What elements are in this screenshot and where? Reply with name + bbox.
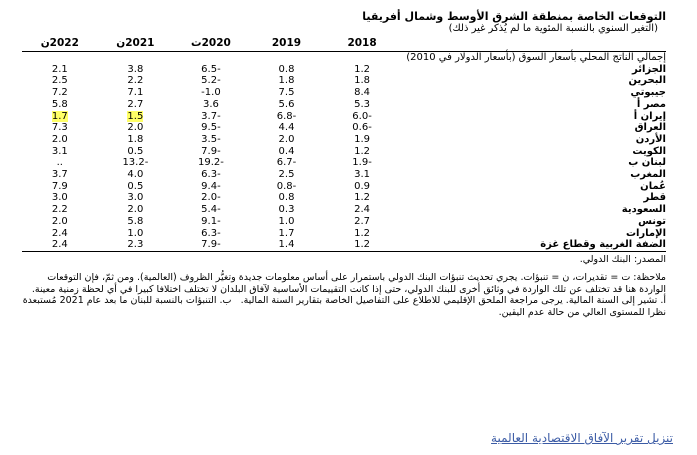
country-name: إيران أ — [633, 110, 666, 122]
value-cell: 0.8 — [278, 192, 295, 204]
table-row — [22, 216, 666, 228]
year-header: 2020ت — [173, 37, 249, 52]
value-cell: 1.7 — [278, 227, 295, 239]
value-cell: 1.8 — [354, 75, 371, 87]
country-name: العراق — [634, 122, 666, 134]
value-cell: 1.0 — [278, 215, 295, 227]
value-cell: -6.3 — [201, 169, 221, 181]
download-report-link[interactable]: تنزيل تقرير الآفاق الاقتصادية العالمية — [491, 431, 673, 445]
value-cell: 0.3 — [278, 204, 295, 216]
value-cell: 7.1 — [127, 87, 144, 99]
country-name: قطر — [643, 192, 666, 204]
value-cell: 5.8 — [127, 215, 144, 227]
value-cell: -7.9 — [173, 239, 249, 251]
forecast-table — [22, 37, 666, 252]
country-name: البحرين — [628, 75, 666, 87]
value-cell: 2.5 — [278, 169, 295, 181]
value-cell: 2.0 — [127, 204, 144, 216]
value-cell: -5.4 — [201, 204, 221, 216]
country-name: الإمارات — [625, 227, 666, 239]
value-cell: 0.5 — [127, 180, 144, 192]
value-cell: 5.6 — [278, 98, 295, 110]
table-row — [22, 111, 666, 123]
value-cell: 2.0 — [278, 133, 295, 145]
highlighted-value: 1.7 — [51, 110, 68, 122]
value-cell: 1.2 — [354, 192, 371, 204]
value-cell: 0.5 — [127, 145, 144, 157]
value-cell: -5.2 — [201, 75, 221, 87]
value-cell: 2.4 — [354, 204, 371, 216]
value-cell: 2.1 — [51, 63, 68, 75]
value-cell: -2.0 — [201, 192, 221, 204]
table-title: التوقعات الخاصة بمنطقة الشرق الأوسط وشمال أفريقيا — [362, 10, 666, 23]
table-row — [22, 157, 666, 169]
value-cell: 2.2 — [51, 204, 68, 216]
value-cell: 1.2 — [324, 239, 400, 251]
value-cell: 2.0 — [51, 133, 68, 145]
value-cell: -6.3 — [201, 227, 221, 239]
year-header: 2021ن — [98, 37, 174, 52]
table-row — [22, 192, 666, 204]
value-cell: 3.0 — [51, 192, 68, 204]
value-cell: 0.4 — [278, 145, 295, 157]
value-cell: 1.4 — [249, 239, 325, 251]
value-cell: 2.2 — [127, 75, 144, 87]
forecast-document — [22, 10, 666, 318]
highlighted-value: 1.5 — [127, 110, 144, 122]
header-blank — [400, 37, 666, 52]
table-row — [22, 146, 666, 158]
value-cell: -9.5 — [201, 122, 221, 134]
value-cell: 2.3 — [98, 239, 174, 251]
country-name: جيبوتي — [630, 87, 666, 99]
value-cell: -19.2 — [198, 157, 224, 169]
table-row — [22, 228, 666, 240]
value-cell: 4.0 — [127, 169, 144, 181]
value-cell: -9.1 — [201, 215, 221, 227]
value-cell: 7.2 — [51, 87, 68, 99]
table-row — [22, 239, 666, 251]
table-row — [22, 169, 666, 181]
source-note: المصدر: البنك الدولي. — [579, 253, 666, 265]
country-name: الكويت — [632, 145, 666, 157]
value-cell: 5.8 — [51, 98, 68, 110]
value-cell: 3.8 — [127, 63, 144, 75]
table-subtitle: (التغير السنوي بالنسبة المئوية ما لم يُذكر غير ذلك) — [448, 23, 658, 34]
value-cell: 8.4 — [354, 87, 371, 99]
table-row — [22, 75, 666, 87]
notes-block — [22, 254, 666, 319]
table-row — [22, 181, 666, 193]
value-cell: -3.7 — [201, 110, 221, 122]
value-cell: 7.3 — [51, 122, 68, 134]
country-name: مصر أ — [636, 98, 666, 110]
value-cell: 0.9 — [354, 180, 371, 192]
value-cell: 2.0 — [127, 122, 144, 134]
value-cell: -9.4 — [201, 180, 221, 192]
table-row — [22, 87, 666, 99]
value-cell: -6.8 — [276, 110, 297, 122]
country-name: السعودية — [621, 204, 666, 216]
value-cell: -13.2 — [122, 157, 149, 169]
value-cell: -0.8 — [276, 180, 297, 192]
value-cell: 3.0 — [127, 192, 144, 204]
value-cell: 3.6 — [202, 98, 219, 110]
country-name: تونس — [638, 215, 666, 227]
table-row — [22, 122, 666, 134]
value-cell: 7.5 — [278, 87, 295, 99]
value-cell: 3.1 — [354, 169, 371, 181]
value-cell: 1.0 — [127, 227, 144, 239]
value-cell: 2.0 — [51, 215, 68, 227]
value-cell: -7.9 — [201, 145, 221, 157]
country-name: الأردن — [635, 133, 666, 145]
section-row — [22, 52, 666, 64]
value-cell: 4.4 — [278, 122, 295, 134]
table-row — [22, 99, 666, 111]
value-cell: 2.7 — [127, 98, 144, 110]
footnotes — [22, 295, 666, 318]
header-row — [22, 37, 666, 52]
table-row — [22, 134, 666, 146]
value-cell: 2.7 — [354, 215, 371, 227]
country-name: المغرب — [630, 169, 666, 181]
value-cell: 2.5 — [51, 75, 68, 87]
value-cell: .. — [56, 157, 63, 169]
value-cell: -0.6 — [352, 122, 372, 134]
country-name: عُمان — [640, 180, 666, 192]
table-row — [22, 204, 666, 216]
methodology-note: ملاحظة: ت = تقديرات، ن = تنبؤات. يجري تحديث تنبؤات البنك الدولي باستمرار على أساس معلومات جديدة وتغيُّر الظروف (العالمية). ومن ثمّ، فإن التوقعات الواردة هنا قد تختلف عن تلك الواردة في وثائق أخرى للبنك الدولي، حتى إذا كانت التقييمات الأساسية لآفاق البلدان لا تختلف اختلافا كبيرا في أي لحظة زمنية معينة. — [31, 272, 666, 295]
value-cell: 1.2 — [354, 227, 371, 239]
value-cell: -6.7 — [276, 157, 297, 169]
value-cell: 1.9 — [354, 133, 371, 145]
footnote-b: ب. التنبؤات بالنسبة للبنان ما بعد عام 2021 مُستبعدة نظرا للمستوى العالي من حالة عدم اليقين. — [22, 295, 666, 318]
value-cell: 1.0- — [201, 87, 221, 99]
year-header: 2022ن — [22, 37, 98, 52]
year-header: 2018 — [324, 37, 400, 52]
value-cell: 2.4 — [51, 227, 68, 239]
value-cell: 2.4 — [22, 239, 98, 251]
table-row — [22, 64, 666, 76]
value-cell: 1.2 — [354, 63, 371, 75]
value-cell: -6.0 — [352, 110, 372, 122]
value-cell — [98, 111, 174, 123]
value-cell: 3.7 — [51, 169, 68, 181]
country-name: الجزائر — [631, 63, 666, 75]
value-cell: 1.8 — [127, 133, 144, 145]
section-label: إجمالي الناتج المحلي بأسعار السوق (بأسعار الدولار في 2010) — [406, 52, 666, 63]
country-name: لبنان ب — [628, 157, 666, 169]
country-name: الضفة الغربية وقطاع غزة — [400, 239, 666, 251]
footnote-a: أ. تشير إلى السنة المالية. يرجى مراجعة الملحق الإقليمي للاطلاع على التفاصيل الخاصة بتقارير السنة المالية. — [240, 295, 666, 307]
value-cell — [22, 111, 98, 123]
value-cell: 7.9 — [51, 180, 68, 192]
value-cell: 1.2 — [354, 145, 371, 157]
value-cell: -1.9 — [352, 157, 372, 169]
year-header: 2019 — [249, 37, 325, 52]
value-cell: 3.1 — [51, 145, 68, 157]
value-cell: 0.8 — [278, 63, 295, 75]
value-cell: -6.5 — [201, 63, 221, 75]
value-cell: -3.5 — [201, 133, 221, 145]
value-cell: 1.8 — [278, 75, 295, 87]
value-cell: 5.3 — [354, 98, 371, 110]
